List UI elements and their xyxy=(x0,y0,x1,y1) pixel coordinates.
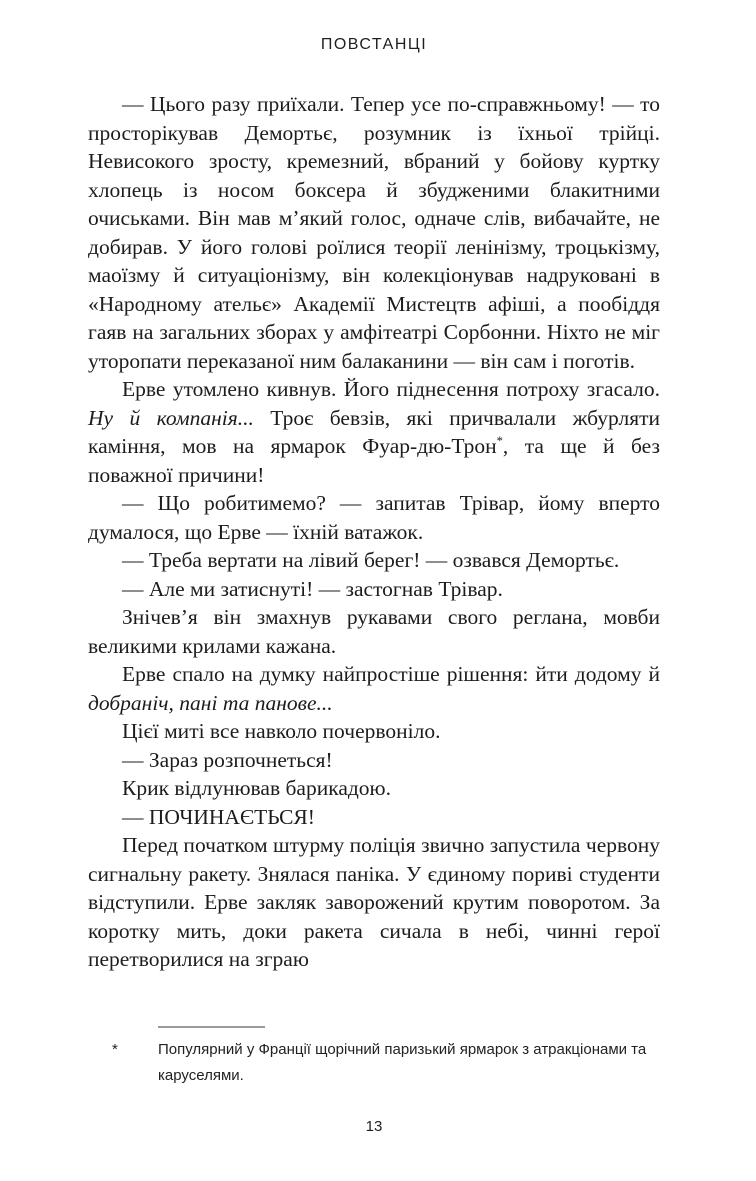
text-run: Троє бевзів, які причвалали жбурляти каміння, мов на ярмарок Фуар-дю-Трон xyxy=(88,405,660,458)
text-run: — Але ми затиснуті! — застогнав Трівар. xyxy=(122,576,503,601)
text-run: Цієї миті все навколо почервоніло. xyxy=(122,719,441,743)
footnote-text: Популярний у Франції щорічний паризький ярмарок з атракціонами та каруселями. xyxy=(158,1041,647,1084)
running-header: ПОВСТАНЦІ xyxy=(320,36,428,53)
paragraph xyxy=(88,603,660,660)
text-run: , та ще й без поважної причини! xyxy=(88,434,660,487)
paragraph xyxy=(88,546,660,575)
paragraph xyxy=(88,375,660,489)
italic-text-run: Ну й компанія... xyxy=(88,405,254,430)
paragraph xyxy=(88,489,660,546)
paragraph xyxy=(88,831,660,974)
paragraph xyxy=(88,803,660,832)
text-run: Крик відлунював барикадою. xyxy=(122,776,391,800)
text-run: Ерве утомлено кивнув. Його піднесення потроху згасало. xyxy=(122,377,660,401)
text-run: Ерве спало на думку найпростіше рішення: йти додому й xyxy=(122,662,660,686)
text-run: — Зараз розпочнеться! xyxy=(122,747,333,772)
italic-text-run: добраніч, пані та панове... xyxy=(88,690,333,715)
paragraph xyxy=(88,575,660,604)
footnote-row xyxy=(112,1037,660,1089)
paragraph xyxy=(88,746,660,775)
paragraph xyxy=(88,660,660,717)
text-run: — ПОЧИНАЄТЬСЯ! xyxy=(122,804,315,829)
paragraph xyxy=(88,717,660,746)
text-run: — Що робитимемо? — запитав Трівар, йому вперто думалося, що Ерве — їхній ватажок. xyxy=(88,491,660,544)
paragraph xyxy=(88,774,660,803)
footnote-divider xyxy=(158,1026,265,1028)
page-number: 13 xyxy=(365,1118,383,1135)
text-run: Перед початком штурму поліція звично запустила червону сигнальну ракету. Знялася паніка. У єдиному пориві студенти відступили. Ерве закляк заворожений крутим поворотом. За коротку мить, доки ракета сичала в небі, чинні герої перетворилися на зграю xyxy=(88,833,660,971)
paragraph xyxy=(88,90,660,375)
body-text xyxy=(88,90,660,974)
text-run: — Треба вертати на лівий берег! — озвався Демортьє. xyxy=(122,548,620,572)
footnote-marker: * xyxy=(112,1041,118,1058)
text-run: — Цього разу приїхали. Тепер усе по-справжньому! — то просторікував Демортьє, розумник із їхньої трійці. Невисокого зросту, кремезний, вбраний у бойову куртку хлопець із носом боксера й збудженими блакитними очиськами. Він мав м’який голос, одначе слів, вибачайте, не добирав. У його голові роїлися теорії ленінізму, троцькізму, маоїзму й ситуаціонізму, він колекціонував надруковані в «Народному ательє» Академії Мистецтв афіші, а пообіддя гаяв на загальних зборах у амфітеатрі Сорбонни. Ніхто не міг уторопати переказаної ним балаканини — він сам і поготів. xyxy=(88,92,660,373)
footnote xyxy=(112,1026,660,1089)
text-run: Знічев’я він змахнув рукавами свого реглана, мовби великими крилами кажана. xyxy=(88,605,660,658)
footnote-reference: * xyxy=(496,433,503,448)
